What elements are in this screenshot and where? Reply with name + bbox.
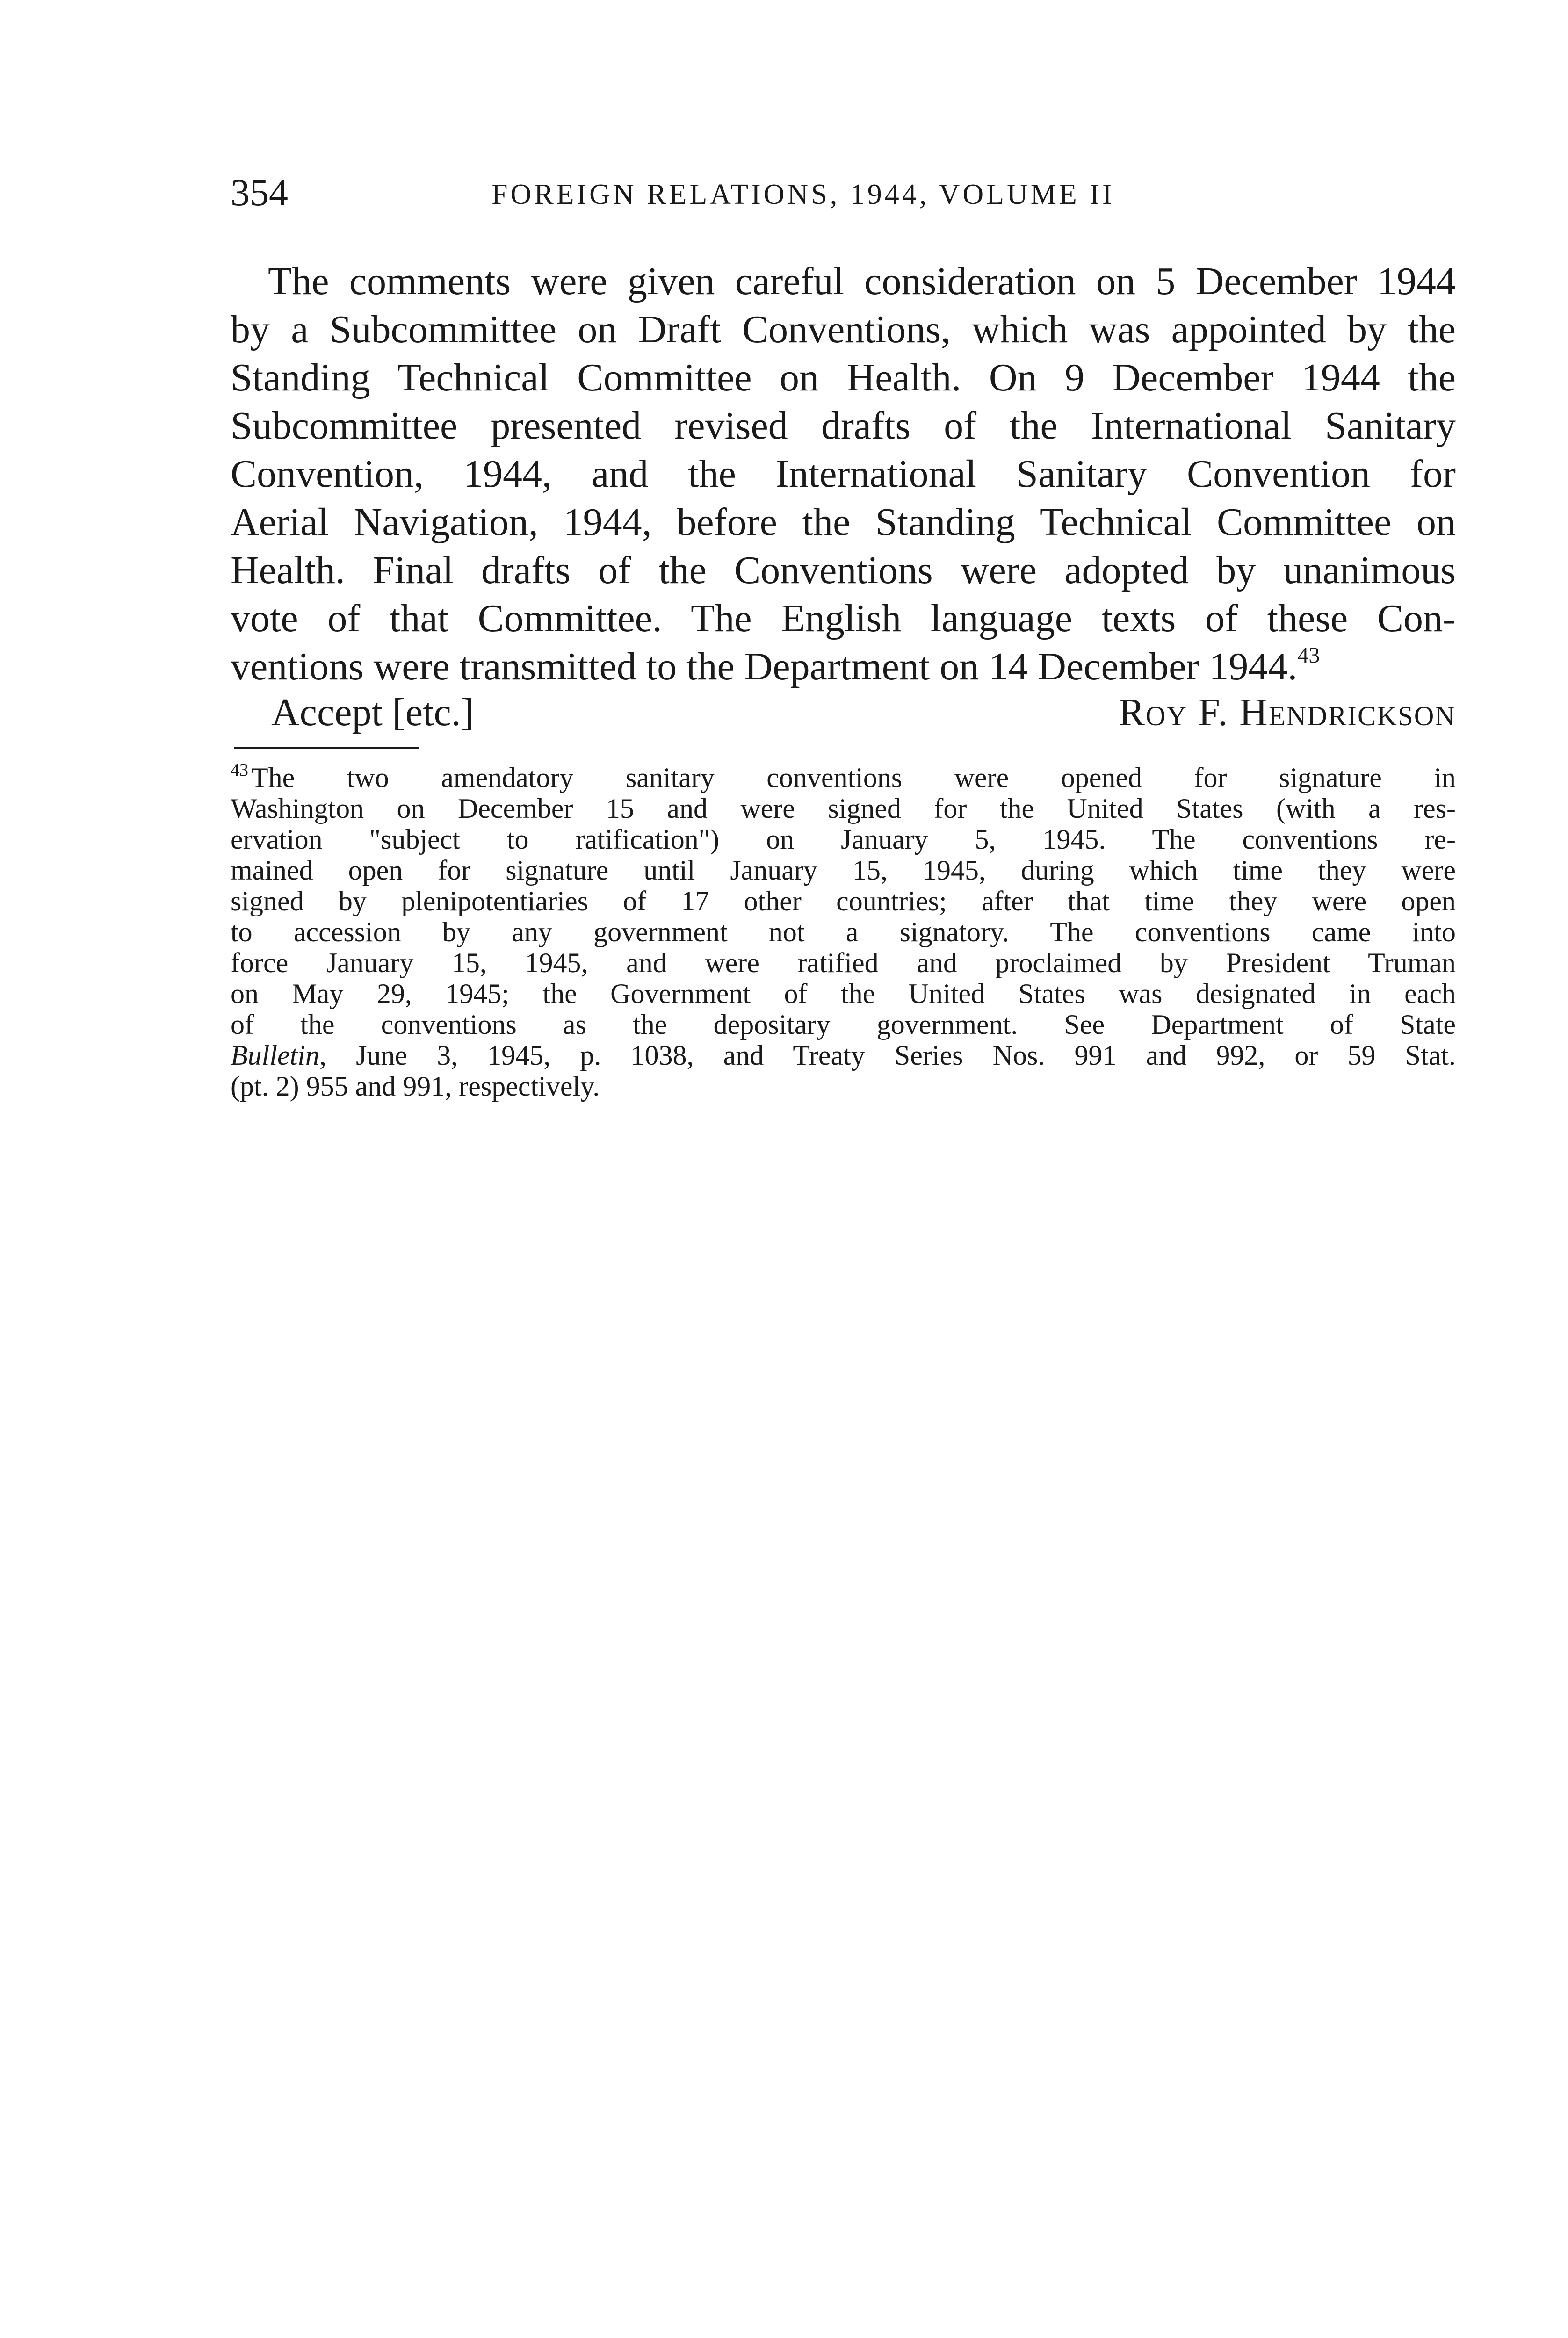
body-line-last [231, 642, 1456, 691]
footnote-line-text: The two amendatory sanitary conventions were opened for signature in [251, 762, 1456, 793]
footnote-line: ervation "subject to ratification") on January 5, 1945. The conventions re- [231, 824, 1456, 855]
body-line: The comments were given careful consideration on 5 December 1944 [268, 260, 1456, 303]
body-line: vote of that Committee. The English language texts of these Con- [231, 597, 1456, 640]
body-paragraph [231, 257, 1456, 691]
body-line: Health. Final drafts of the Conventions were adopted by unanimous [231, 548, 1456, 592]
footnote [231, 762, 1456, 1102]
body-line: by a Subcommittee on Draft Conventions, which was appointed by the [231, 308, 1456, 351]
footnote-line: of the conventions as the depositary government. See Department of State [231, 1009, 1456, 1040]
running-head: FOREIGN RELATIONS, 1944, VOLUME II [491, 179, 1115, 210]
footnote-line [231, 762, 1456, 793]
bulletin-title: Bulletin [231, 1040, 319, 1071]
page-header [231, 169, 1456, 221]
body-line: Standing Technical Committee on Health. On 9 December 1944 the [231, 356, 1456, 399]
body-line: Convention, 1944, and the International Sanitary Convention for [231, 452, 1456, 496]
signature: Roy F. Hendrickson [1118, 691, 1456, 734]
complimentary-close: Accept [etc.] [271, 691, 474, 734]
footnote-line: force January 15, 1945, and were ratified and proclaimed by President Truman [231, 947, 1456, 978]
footnote-divider [234, 747, 419, 749]
footnote-line-text: , June 3, 1945, p. 1038, and Treaty Series Nos. 991 and 992, or 59 Stat. [319, 1040, 1456, 1071]
footnote-line: to accession by any government not a signatory. The conventions came into [231, 916, 1456, 947]
letter-closing [271, 688, 1456, 740]
footnote-line: signed by plenipotentiaries of 17 other countries; after that time they were open [231, 886, 1456, 916]
footnote-reference: 43 [1297, 643, 1320, 668]
body-line: Subcommittee presented revised drafts of the International Sanitary [231, 404, 1456, 447]
footnote-line [231, 1040, 1456, 1071]
footnote-line: on May 29, 1945; the Government of the United States was designated in each [231, 978, 1456, 1009]
footnote-line: Washington on December 15 and were signed for the United States (with a res- [231, 793, 1456, 824]
footnote-line: mained open for signature until January 15, 1945, during which time they were [231, 855, 1456, 886]
body-line-text: ventions were transmitted to the Department on 14 December 1944. [231, 645, 1298, 688]
footnote-line-last: (pt. 2) 955 and 991, respectively. [231, 1071, 600, 1102]
page-number: 354 [231, 171, 288, 214]
body-line: Aerial Navigation, 1944, before the Standing Technical Committee on [231, 500, 1456, 544]
footnote-marker: 43 [231, 760, 248, 780]
